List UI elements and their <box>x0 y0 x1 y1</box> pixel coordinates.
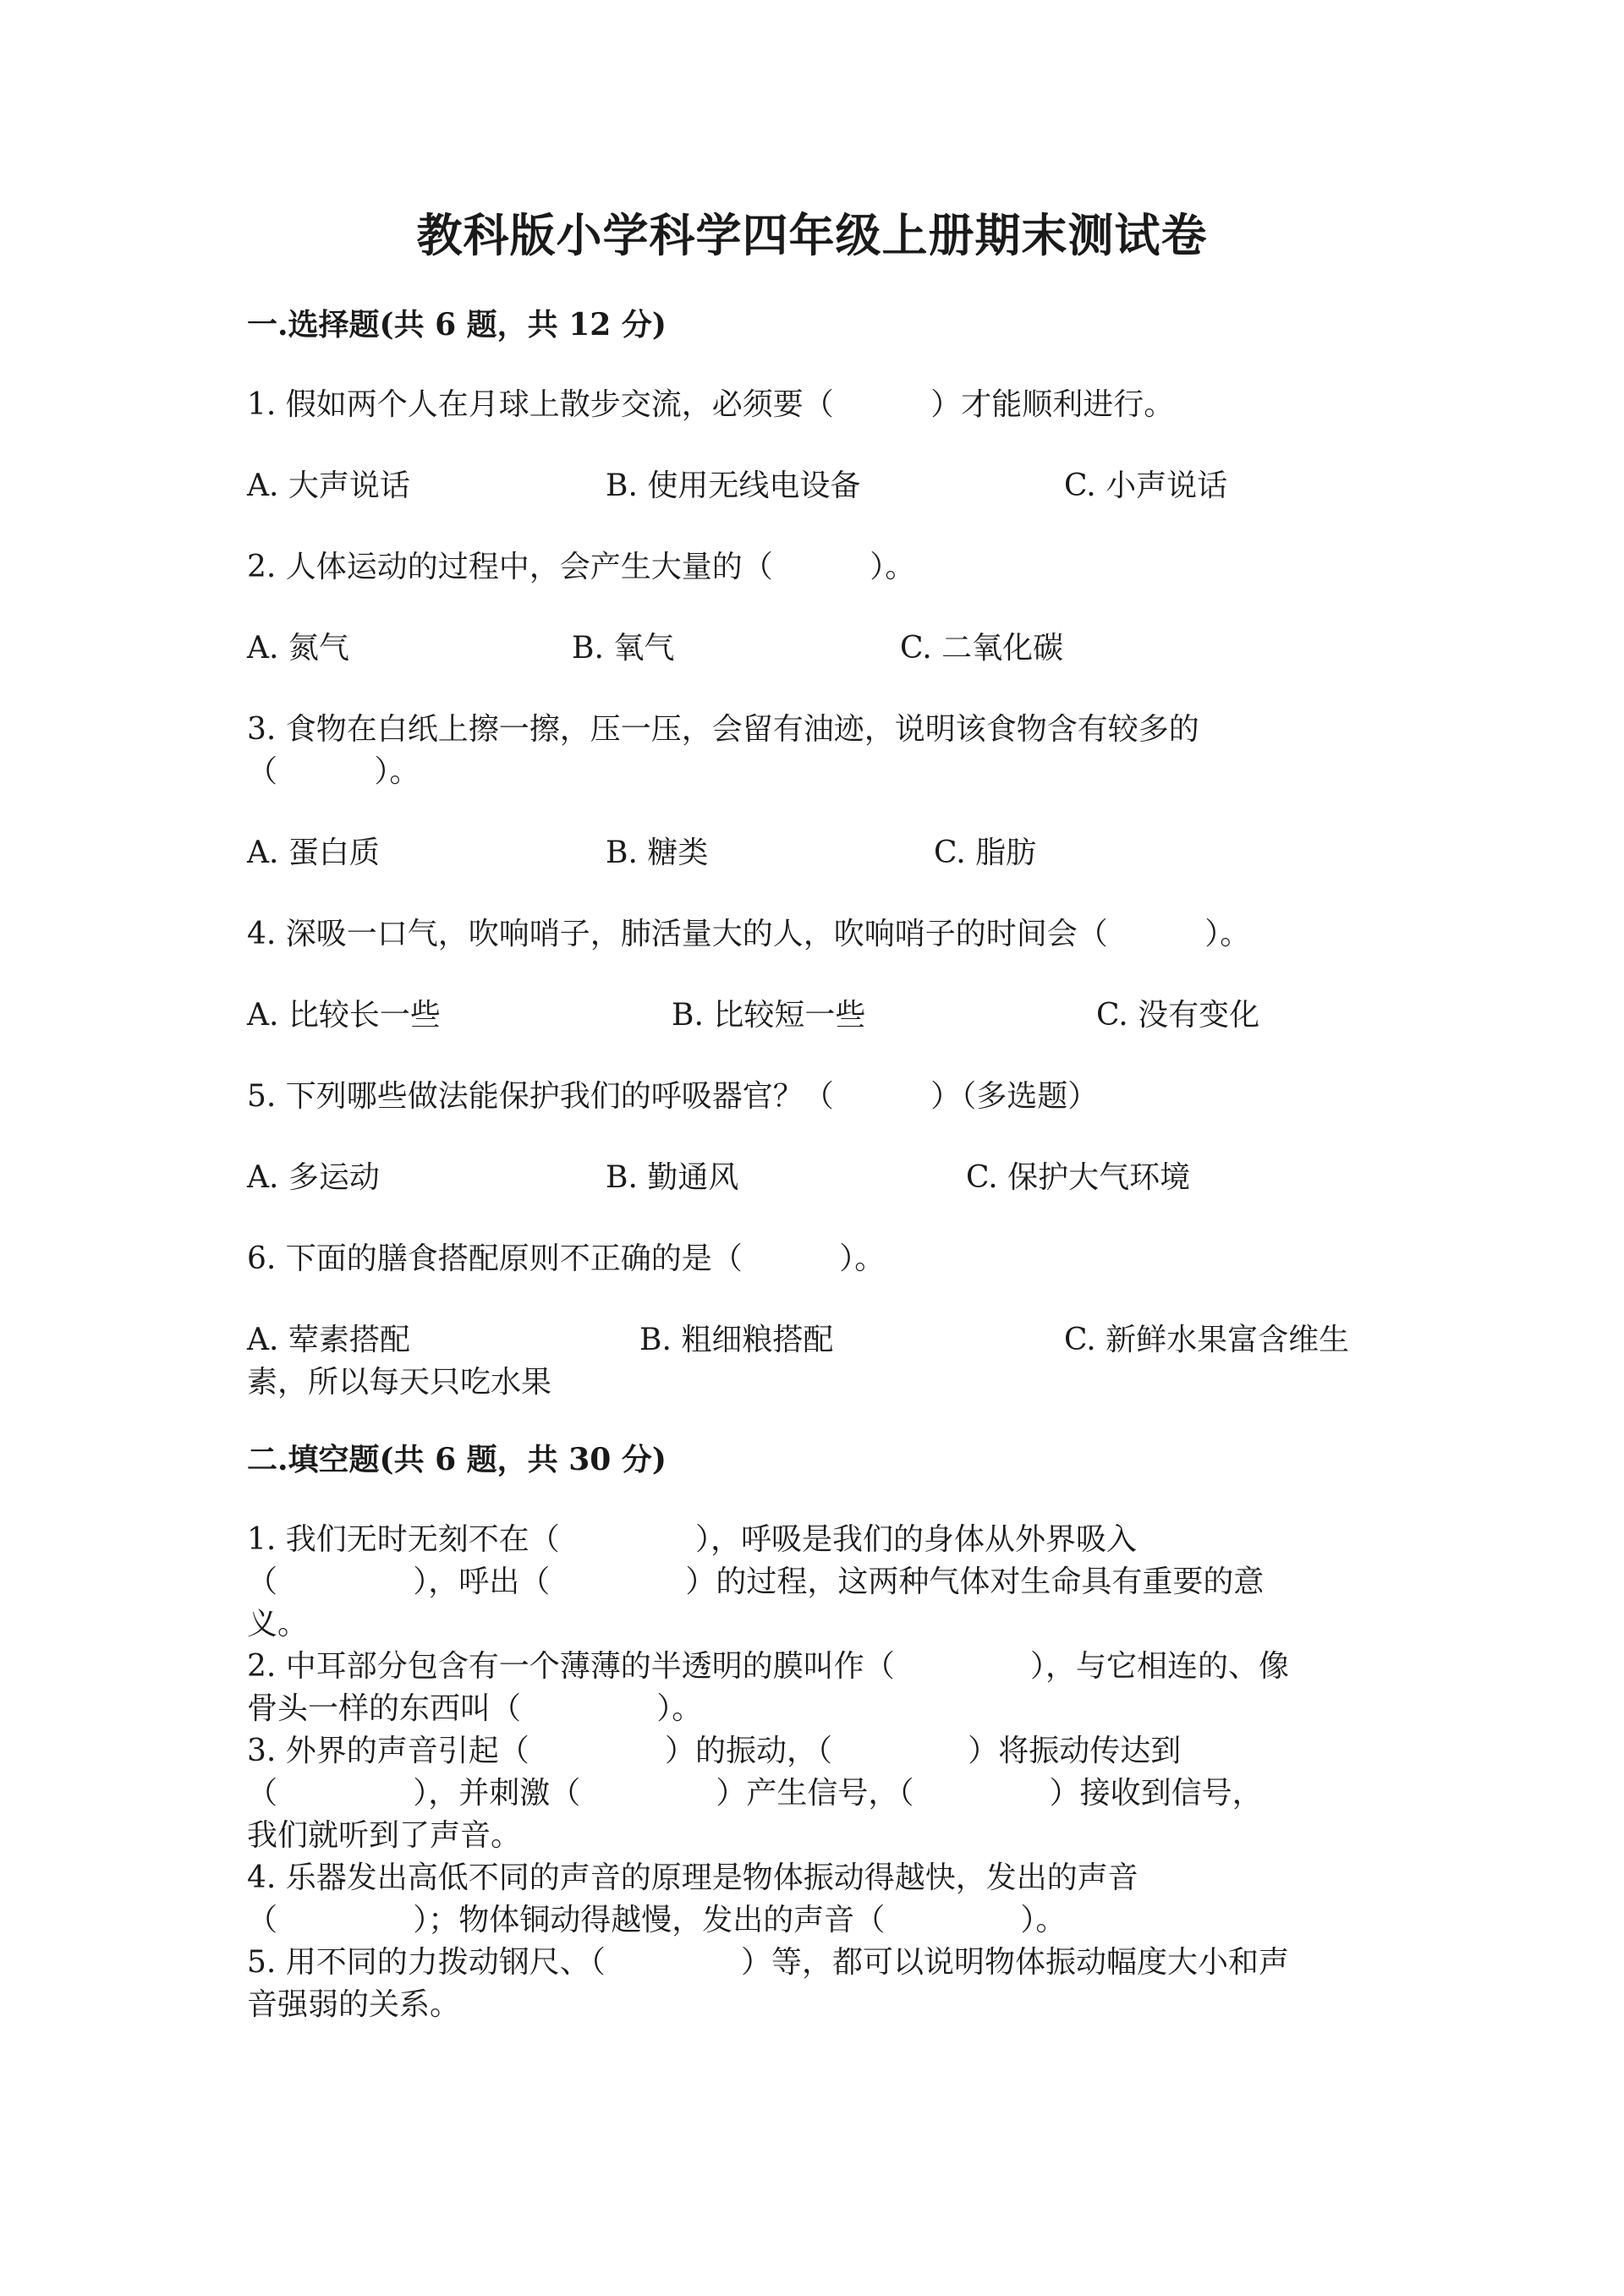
option-b: B. 比较短一些 <box>672 998 866 1033</box>
section-heading-fill: 二.填空题(共 6 题，共 30 分) <box>247 1442 667 1477</box>
option-c: C. 二氧化碳 <box>900 631 1064 666</box>
option-b: B. 使用无线电设备 <box>606 469 861 503</box>
option-b: B. 氧气 <box>572 631 675 666</box>
page-title: 教科版小学科学四年级上册期末测试卷 <box>416 208 1208 262</box>
question-stem: 2. 人体运动的过程中，会产生大量的（ ）。 <box>247 550 916 584</box>
fill-line: 我们就听到了声音。 <box>247 1818 522 1853</box>
question-stem: 1. 假如两个人在月球上散步交流，必须要（ ）才能顺利进行。 <box>247 387 1175 422</box>
fill-line: （ ）；物体铜动得越慢，发出的声音（ ）。 <box>247 1903 1067 1937</box>
option-b: B. 勤通风 <box>606 1160 739 1195</box>
option-b: B. 糖类 <box>606 836 709 870</box>
option-a: A. 蛋白质 <box>247 836 380 870</box>
fill-line: 1. 我们无时无刻不在（ ），呼吸是我们的身体从外界吸入 <box>247 1522 1137 1557</box>
fill-line: 音强弱的关系。 <box>247 1987 461 2022</box>
question-stem: 3. 食物在白纸上擦一擦，压一压，会留有油迹，说明该食物含有较多的 <box>247 712 1199 747</box>
fill-line: 4. 乐器发出高低不同的声音的原理是物体振动得越快，发出的声音 <box>247 1860 1138 1895</box>
option-a: A. 荤素搭配 <box>247 1323 410 1357</box>
fill-line: 义。 <box>247 1607 309 1641</box>
fill-line: 骨头一样的东西叫（ ）。 <box>247 1691 703 1726</box>
option-a: A. 氮气 <box>247 631 349 666</box>
fill-line: （ ），呼出（ ）的过程，这两种气体对生命具有重要的意 <box>247 1564 1265 1599</box>
fill-line: 3. 外界的声音引起（ ）的振动，（ ）将振动传达到 <box>247 1734 1182 1768</box>
option-c: C. 小声说话 <box>1064 469 1228 503</box>
option-c-wrap: 素，所以每天只吃水果 <box>247 1365 552 1400</box>
fill-line: 5. 用不同的力拨动钢尺、（ ）等，都可以说明物体振动幅度大小和声 <box>247 1945 1289 1980</box>
section-heading-choice: 一.选择题(共 6 题，共 12 分) <box>247 307 667 342</box>
option-a: A. 比较长一些 <box>247 998 441 1033</box>
option-c: C. 保护大气环境 <box>966 1160 1191 1195</box>
question-stem: 6. 下面的膳食搭配原则不正确的是（ ）。 <box>247 1241 886 1276</box>
option-b: B. 粗细粮搭配 <box>639 1323 834 1357</box>
option-a: A. 多运动 <box>247 1160 380 1195</box>
option-a: A. 大声说话 <box>247 469 410 503</box>
option-c: C. 新鲜水果富含维生 <box>1064 1323 1350 1357</box>
question-stem: 5. 下列哪些做法能保护我们的呼吸器官？（ ）（多选题） <box>247 1079 1099 1114</box>
option-c: C. 没有变化 <box>1096 998 1260 1033</box>
fill-line: 2. 中耳部分包含有一个薄薄的半透明的膜叫作（ ），与它相连的、像 <box>247 1649 1289 1684</box>
question-stem-wrap: （ ）。 <box>247 754 420 789</box>
option-c: C. 脂肪 <box>934 836 1037 870</box>
question-stem: 4. 深吸一口气，吹响哨子，肺活量大的人，吹响哨子的时间会（ ）。 <box>247 917 1251 951</box>
fill-line: （ ），并刺激（ ）产生信号，（ ）接收到信号， <box>247 1776 1263 1811</box>
